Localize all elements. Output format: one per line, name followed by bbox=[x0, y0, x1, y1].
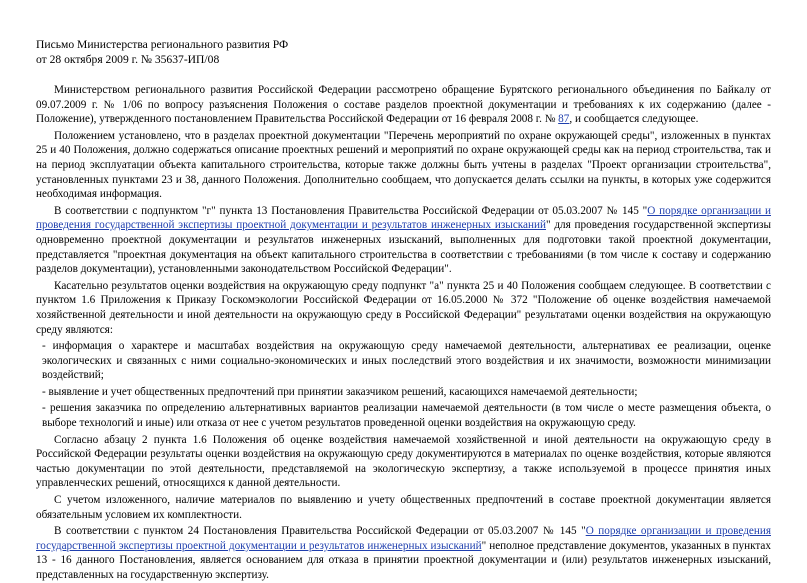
decree-87-link[interactable]: 87 bbox=[558, 113, 570, 126]
document-body bbox=[36, 83, 771, 583]
paragraph-3-text-before: В соответствии с подпунктом "г" пункта 13 Постановления Правительства Российской Федерации от 05.03.2007 № 145 " bbox=[54, 204, 648, 217]
list-item: - информация о характере и масштабах воздействия на окружающую среду намечаемой деятельности, альтернативах ее реализации, оценке экологических и связанных с ними социально-экономических и иных последствий этого воздействия и их значимости, возможности минимизации воздействий; bbox=[42, 340, 771, 382]
document-title bbox=[36, 37, 771, 67]
paragraph-7-text-before: В соответствии с пунктом 24 Постановления Правительства Российской Федерации от 05.03.2007 № 145 " bbox=[54, 525, 586, 538]
paragraph-3 bbox=[36, 204, 771, 277]
list-item: - выявление и учет общественных предпочтений при принятии заказчиком решений, касающихся намечаемой деятельности; bbox=[42, 385, 638, 398]
paragraph-4: Касательно результатов оценки воздействия на окружающую среду подпункт "а" пункта 25 и 40 Положения сообщаем следующее. В соответствии с пунктом 1.6 Приложения к Приказу Госкомэкологии Российской Федерации от 16.05.2000 № 372 "Положение об оценке воздействия намечаемой хозяйственной деятельности и иной деятельности на окружающую среду в Российской Федерации" результатами оценки воздействия на окружающую среду являются: bbox=[36, 279, 771, 336]
paragraph-7-text-after: " неполное представление документов, указанных в пунктах 13 - 16 данного Постановления, является основанием для отказа в принятии проектной документации и (или) результатов инженерных изысканий, представленных на государственную экспертизу. bbox=[36, 539, 771, 581]
paragraph-5: Согласно абзацу 2 пункта 1.6 Положения об оценке воздействия намечаемой хозяйственной и иной деятельности на окружающую среду в Российской Федерации результаты оценки воздействия на окружающую среду документируются в материалах по оценке воздействия, которые являются частью документации по этой деятельности, представляемой на экологическую экспертизу, а также используемой в процессе принятия иных управленческих решений, относящихся к данной деятельности. bbox=[36, 433, 771, 490]
title-line-1: Письмо Министерства регионального развития РФ bbox=[36, 38, 289, 51]
paragraph-7 bbox=[36, 524, 771, 582]
decree-145-link-2[interactable]: О порядке организации и проведения государственной экспертизы проектной документации и результатов инженерных изысканий bbox=[36, 525, 771, 552]
title-line-2: от 28 октября 2009 г. № 35637-ИП/08 bbox=[36, 53, 220, 66]
list-item: - решения заказчика по определению альтернативных вариантов реализации намечаемой деятельности (в том числе о месте размещения объекта, о выборе технологий и иные) или отказа от нее с учетом результатов проведенной оценки воздействия на окружающую среду. bbox=[42, 402, 771, 430]
paragraph-6: С учетом изложенного, наличие материалов по выявлению и учету общественных предпочтений в составе проектной документации является обязательным условием их комплектности. bbox=[36, 494, 771, 521]
paragraph-1 bbox=[36, 83, 771, 127]
paragraph-2: Положением установлено, что в разделах проектной документации "Перечень мероприятий по охране окружающей среды", изложенных в пунктах 25 и 40 Положения, должно содержаться описание проектных решений и мероприятий по охране окружающей среды как на период строительства, так и на период эксплуатации объекта капитального строительства, которые также должны быть учтены в разделах "Проект организации строительства", установленных пунктами 23 и 38, данного Положения. Дополнительно сообщаем, что допускается делать ссылки на пункты, в которых уже содержится необходимая информация. bbox=[36, 129, 771, 201]
paragraph-1-text: Министерством регионального развития Российской Федерации рассмотрено обращение Бурятского регионального объединения по Байкалу от 09.07.2009 г. № 1/06 по вопросу разъяснения Положения о составе разделов проектной документации и требованиях к их содержанию (далее - Положение), утвержденного постановлением Правительства Российской Федерации от 16 февраля 2008 г. № bbox=[36, 84, 771, 126]
decree-145-link[interactable]: О порядке организации и проведения государственной экспертизы проектной документации и результатов инженерных изысканий bbox=[36, 204, 771, 232]
paragraph-3-text-after: " для проведения государственной экспертизы одновременно проектной документации и результатов инженерных изысканий, выполненных для подготовки такой проектной документации, представляется "проектная документация на объект капитального строительства в соответствии с требованиями (в том числе к составу и содержанию разделов документации), установленными законодательством Российской Федерации". bbox=[36, 219, 771, 276]
paragraph-1-text-after: , и сообщается следующее. bbox=[569, 113, 699, 126]
